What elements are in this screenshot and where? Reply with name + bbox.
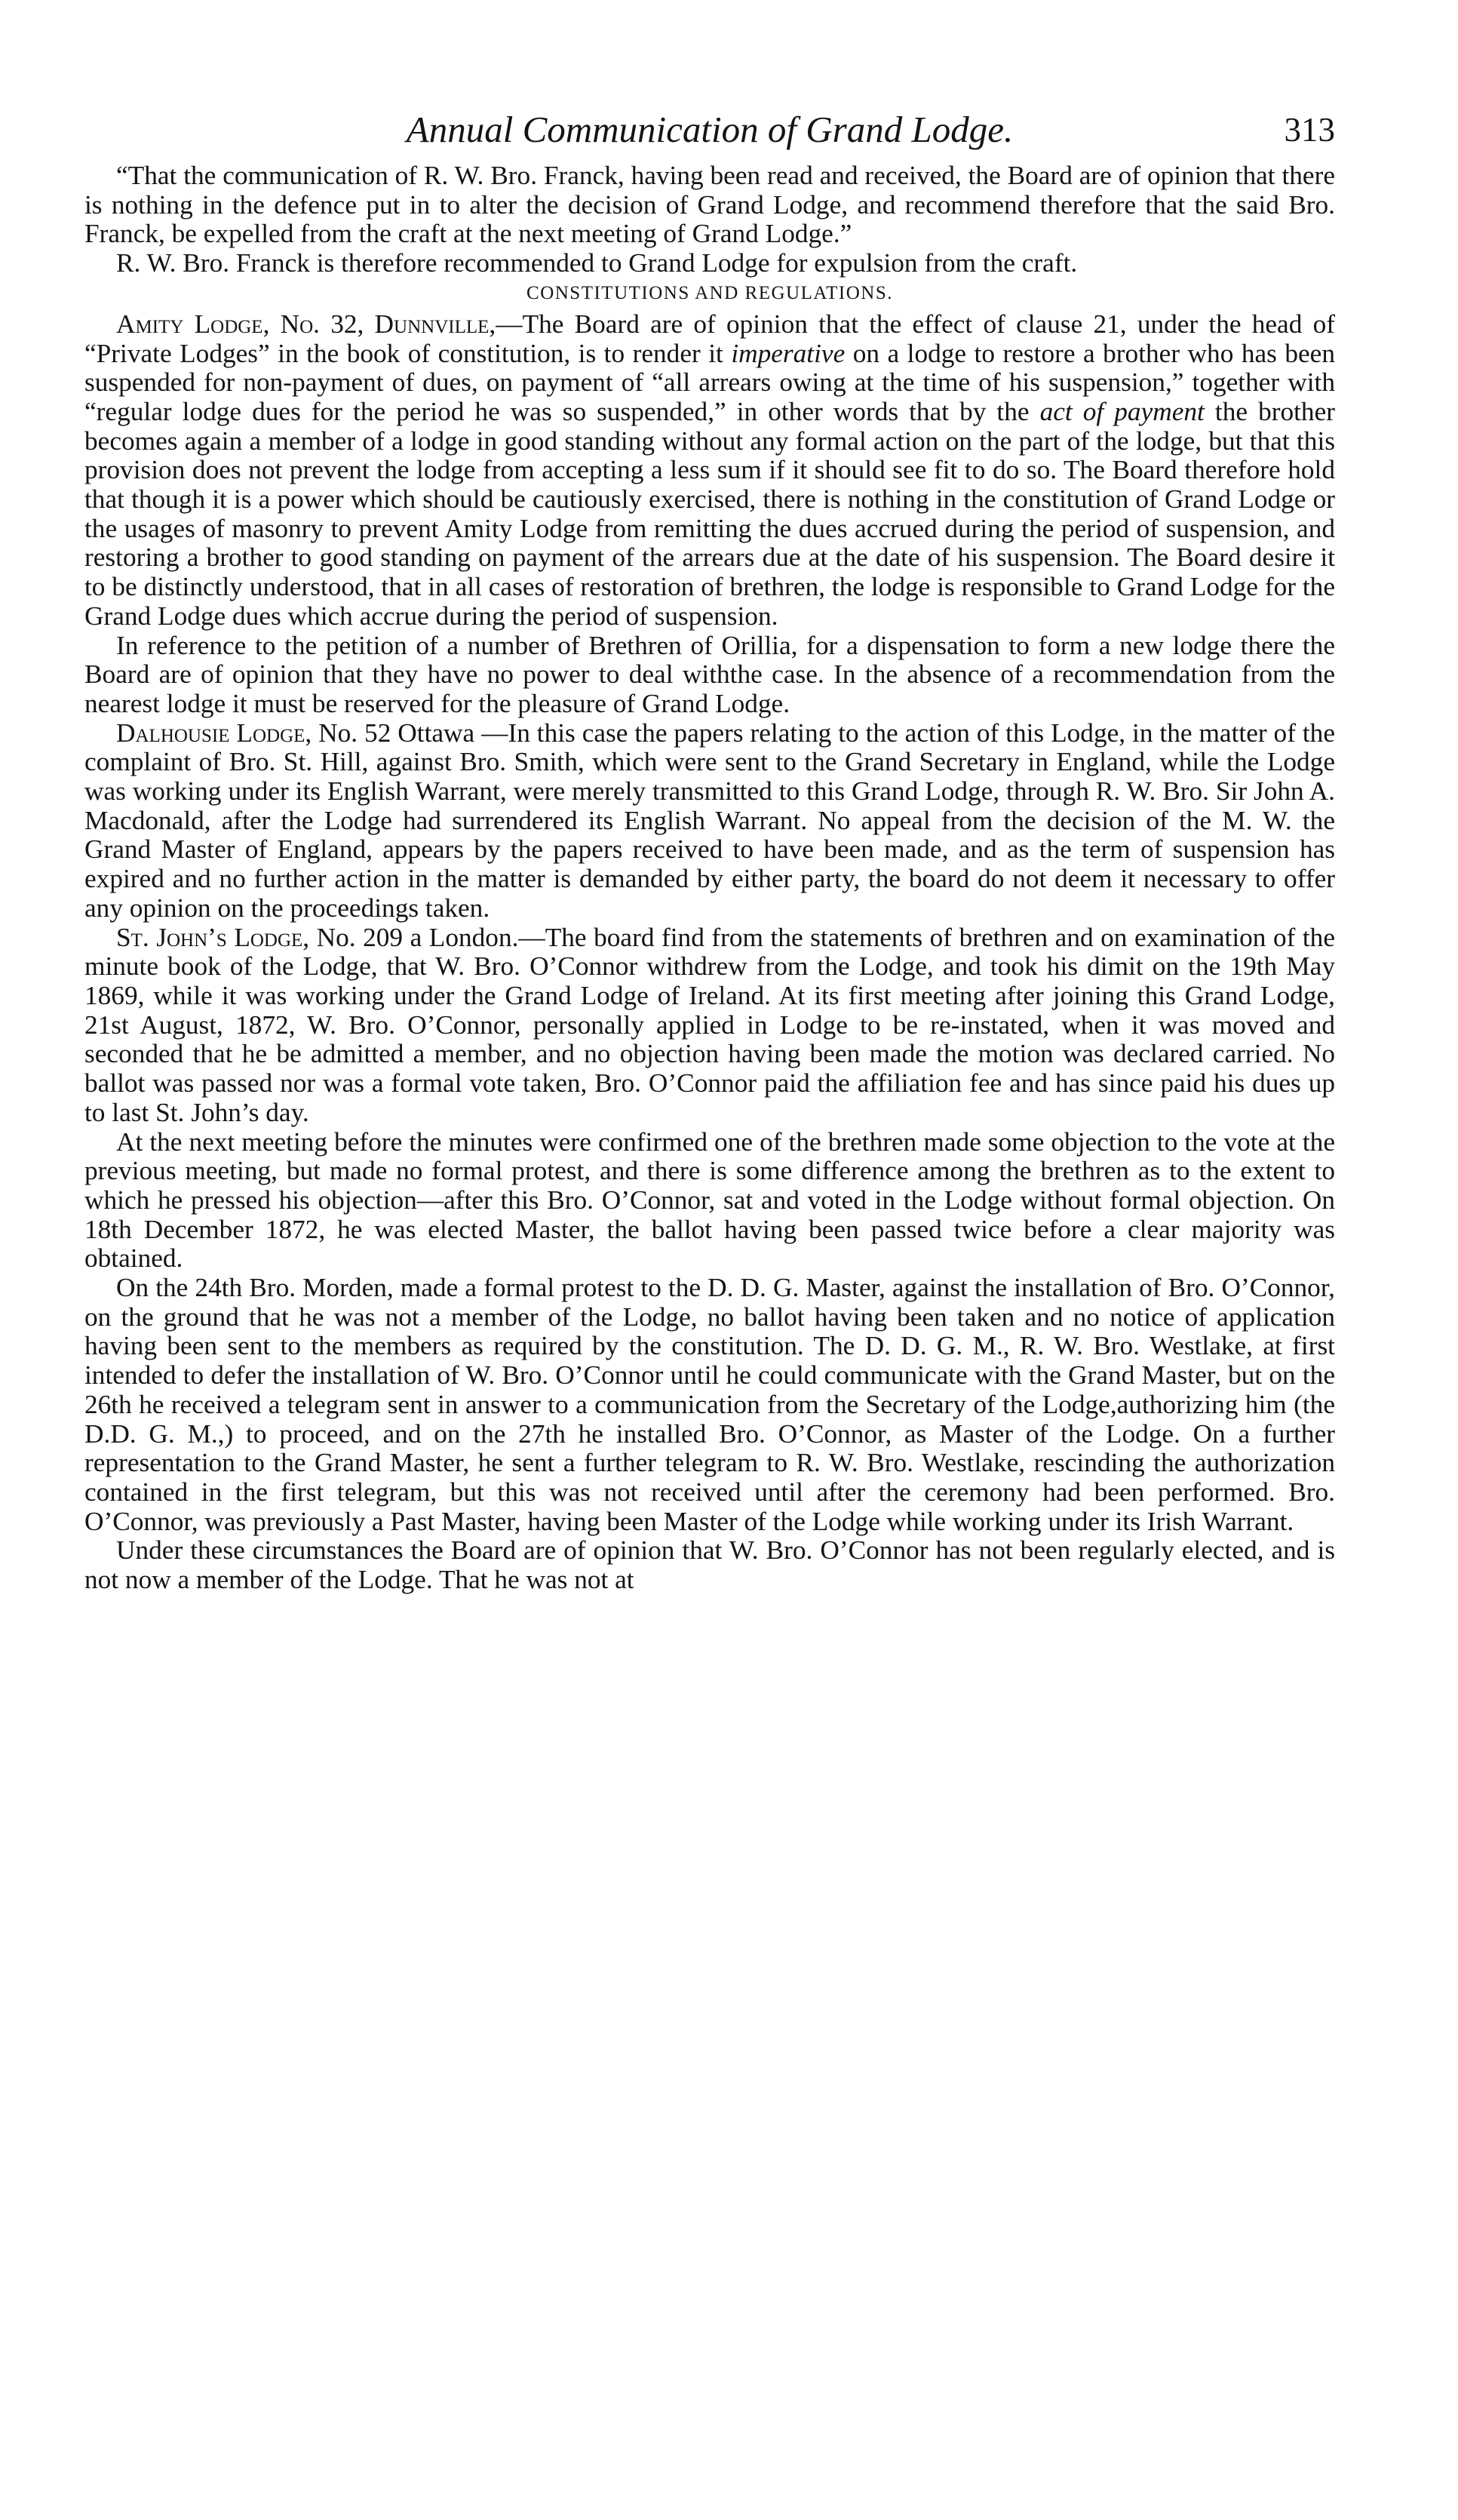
- text-run: —The Board are of opinion that the effect of clause 21, under the head of “Private Lodges” in the book of constitution, is to render it: [84, 309, 1335, 368]
- text-run: R. W. Bro. Franck is therefore recommended to Grand Lodge for expulsion from the craft.: [116, 248, 1078, 278]
- text-run: No. 52 Ottawa —In this case the papers relating to the action of this Lodge, in the matter of the complaint of Bro. St. Hill, against Bro. Smith, which were sent to the Grand Secretary in England, while the Lodge was working under its English Warrant, were merely transmitted to this Grand Lodge, through R. W. Bro. Sir John A. Macdonald, after the Lodge had surrendered its English Warrant. No appeal from the decision of the M. W. the Grand Master of England, appears by the papers received to have been made, and as the term of suspension has expired and no further action in the matter is demanded by either party, the board do not deem it necessary to offer any opinion on the proceedings taken.: [84, 718, 1335, 923]
- page-number: 313: [1284, 111, 1335, 149]
- paragraph: [84, 719, 1335, 923]
- paragraph: [84, 632, 1335, 719]
- text-run: “That the communication of R. W. Bro. Franck, having been read and received, the Board are of opinion that there is nothing in the defence put in to alter the decision of Grand Lodge, and recommend therefore that the said Bro. Franck, be expelled from the craft at the next meeting of Grand Lodge.”: [84, 161, 1335, 249]
- paragraph: [84, 923, 1335, 1128]
- lodge-name: St. John’s Lodge,: [116, 922, 310, 952]
- text-run: No. 209 a London.—The board find from the statements of brethren and on examination of the minute book of the Lodge, that W. Bro. O’Connor withdrew from the Lodge, and took his dimit on the 19th May 1869, while it was working under the Grand Lodge of Ireland. At its first meeting after joining this Grand Lodge, 21st August, 1872, W. Bro. O’Connor, personally applied in Lodge to be re-instated, when it was moved and seconded that he be admitted a member, and no objection having been made the motion was declared carried. No ballot was passed nor was a formal vote taken, Bro. O’Connor paid the affiliation fee and has since paid his dues up to last St. John’s day.: [84, 922, 1335, 1127]
- lodge-name: Dalhousie Lodge,: [116, 718, 312, 748]
- text-run: on a lodge to restore a brother who has been suspended for non-payment of dues, on payment of “all arrears owing at the time of his suspension,” together with “regular lodge dues for the period he was so suspended,” in other words that by the: [84, 338, 1335, 426]
- running-title: Annual Communication of Grand Lodge.: [406, 109, 1014, 150]
- body-text: [84, 161, 1335, 1595]
- text-run: At the next meeting before the minutes were confirmed one of the brethren made some objection to the vote at the previous meeting, but made no formal protest, and there is some difference among the brethren as to the extent to which he pressed his objection—after this Bro. O’Connor, sat and voted in the Lodge without formal objection. On 18th December 1872, he was elected Master, the ballot having been passed twice before a clear majority was obtained.: [84, 1126, 1335, 1274]
- text-run: the brother becomes again a member of a lodge in good standing without any formal action on the part of the lodge, but that this provision does not prevent the lodge from accepting a less sum if it should see fit to do so. The Board therefore hold that though it is a power which should be cautiously exercised, there is nothing in the constitution of Grand Lodge or the usages of masonry to prevent Amity Lodge from remitting the dues accrued during the period of suspension, and restoring a brother to good standing on payment of the arrears due at the date of his suspension. The Board desire it to be distinctly understood, that in all cases of restoration of brethren, the lodge is responsible to Grand Lodge for the Grand Lodge dues which accrue during the period of suspension.: [84, 396, 1335, 631]
- paragraph: [84, 1274, 1335, 1536]
- paragraph: [84, 1536, 1335, 1594]
- paragraph: [84, 249, 1335, 278]
- text-run: On the 24th Bro. Morden, made a formal protest to the D. D. G. Master, against the installation of Bro. O’Connor, on the ground that he was not a member of the Lodge, no ballot having been taken and no notice of application having been sent to the members as required by the constitution. The D. D. G. M., R. W. Bro. Westlake, at first intended to defer the installation of W. Bro. O’Connor until he could communicate with the Grand Master, but on the 26th he received a telegram sent in answer to a communication from the Secretary of the Lodge,authorizing him (the D.D. G. M.,) to proceed, and on the 27th he installed Bro. O’Connor, as Master of the Lodge. On a further representation to the Grand Master, he sent a further telegram to R. W. Bro. Westlake, rescinding the authorization contained in the first telegram, but this was not received until after the ceremony had been performed. Bro. O’Connor, was previously a Past Master, having been Master of the Lodge while working under its Irish Warrant.: [84, 1273, 1335, 1536]
- paragraph: [84, 310, 1335, 632]
- paragraph: [84, 1128, 1335, 1274]
- lodge-name: Amity Lodge, No. 32, Dunnville,: [116, 309, 496, 339]
- text-run: In reference to the petition of a number of Brethren of Orillia, for a dispensation to form a new lodge there the Board are of opinion that they have no power to deal withthe case. In the absence of a recommendation from the nearest lodge it must be reserved for the pleasure of Grand Lodge.: [84, 630, 1335, 718]
- text-run: CONSTITUTIONS AND REGULATIONS.: [526, 282, 893, 303]
- journal-page: [84, 104, 1335, 2473]
- paragraph: [84, 161, 1335, 249]
- section-heading: [84, 280, 1335, 307]
- page-header: [84, 104, 1335, 157]
- emphasis-text: imperative: [731, 338, 846, 368]
- text-run: Under these circumstances the Board are of opinion that W. Bro. O’Connor has not been regularly elected, and is not now a member of the Lodge. That he was not at: [84, 1535, 1335, 1595]
- emphasis-text: act of payment: [1039, 396, 1205, 426]
